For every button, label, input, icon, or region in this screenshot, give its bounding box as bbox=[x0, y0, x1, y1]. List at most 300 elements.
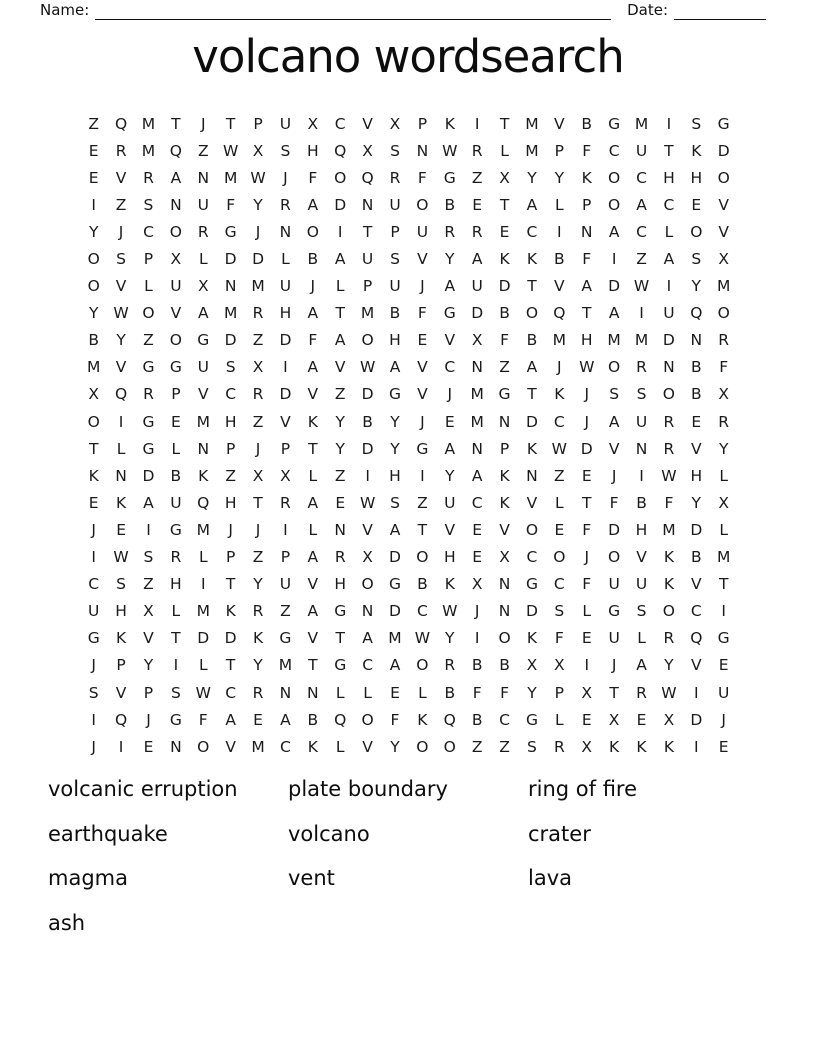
grid-cell[interactable]: U bbox=[608, 629, 620, 648]
grid-cell[interactable]: M bbox=[470, 412, 484, 431]
grid-cell[interactable]: V bbox=[143, 629, 154, 648]
grid-cell[interactable]: R bbox=[718, 331, 730, 350]
grid-cell[interactable]: Z bbox=[280, 602, 291, 621]
grid-cell[interactable]: O bbox=[690, 222, 703, 241]
grid-cell[interactable]: N bbox=[197, 439, 210, 458]
grid-cell[interactable]: T bbox=[362, 222, 373, 241]
grid-cell[interactable]: A bbox=[334, 250, 346, 269]
grid-cell[interactable]: A bbox=[636, 656, 647, 675]
grid-cell[interactable]: K bbox=[609, 737, 620, 756]
grid-cell[interactable]: R bbox=[252, 683, 264, 702]
grid-cell[interactable]: D bbox=[224, 629, 237, 648]
grid-cell[interactable]: B bbox=[307, 710, 319, 729]
grid-cell[interactable]: K bbox=[116, 629, 127, 648]
grid-cell[interactable]: K bbox=[252, 629, 264, 648]
grid-cell[interactable]: J bbox=[474, 602, 480, 621]
grid-cell[interactable]: C bbox=[225, 385, 237, 404]
grid-cell[interactable]: G bbox=[525, 575, 538, 594]
grid-cell[interactable]: F bbox=[308, 331, 318, 350]
grid-cell[interactable]: Y bbox=[253, 656, 263, 675]
grid-cell[interactable]: U bbox=[471, 277, 483, 296]
grid-cell[interactable]: I bbox=[639, 304, 644, 323]
grid-cell[interactable]: D bbox=[608, 520, 621, 539]
grid-cell[interactable]: O bbox=[361, 575, 374, 594]
grid-cell[interactable]: M bbox=[525, 141, 539, 160]
grid-cell[interactable]: L bbox=[719, 466, 728, 485]
grid-cell[interactable]: V bbox=[690, 656, 702, 675]
grid-cell[interactable]: D bbox=[252, 250, 264, 269]
grid-cell[interactable]: Z bbox=[143, 575, 154, 594]
grid-cell[interactable]: J bbox=[557, 358, 562, 377]
grid-cell[interactable]: V bbox=[417, 385, 428, 404]
grid-cell[interactable]: Z bbox=[499, 358, 510, 377]
grid-cell[interactable]: H bbox=[334, 575, 347, 594]
grid-cell[interactable]: U bbox=[608, 575, 620, 594]
grid-cell[interactable]: L bbox=[664, 222, 674, 241]
grid-cell[interactable]: M bbox=[552, 331, 567, 350]
grid-cell[interactable]: Q bbox=[334, 710, 347, 729]
grid-cell[interactable]: P bbox=[280, 548, 291, 567]
grid-cell[interactable]: O bbox=[361, 710, 374, 729]
grid-cell[interactable]: A bbox=[307, 358, 319, 377]
grid-cell[interactable]: X bbox=[718, 493, 729, 512]
grid-cell[interactable]: G bbox=[142, 358, 155, 377]
grid-cell[interactable]: X bbox=[499, 548, 510, 567]
grid-cell[interactable]: E bbox=[417, 331, 428, 350]
grid-cell[interactable]: S bbox=[636, 385, 647, 404]
grid-cell[interactable]: N bbox=[170, 195, 182, 214]
grid-cell[interactable]: E bbox=[691, 195, 702, 214]
grid-cell[interactable]: K bbox=[663, 548, 674, 567]
grid-cell[interactable]: B bbox=[444, 195, 456, 214]
grid-cell[interactable]: F bbox=[582, 250, 592, 269]
grid-cell[interactable]: U bbox=[279, 114, 292, 133]
grid-cell[interactable]: K bbox=[307, 412, 318, 431]
grid-cell[interactable]: F bbox=[390, 710, 400, 729]
grid-cell[interactable]: B bbox=[499, 304, 510, 323]
grid-cell[interactable]: P bbox=[225, 548, 236, 567]
grid-cell[interactable]: H bbox=[170, 575, 182, 594]
grid-cell[interactable]: K bbox=[636, 737, 647, 756]
grid-cell[interactable]: I bbox=[474, 629, 480, 648]
grid-cell[interactable]: O bbox=[662, 385, 675, 404]
grid-cell[interactable]: T bbox=[609, 683, 619, 702]
grid-cell[interactable]: S bbox=[390, 250, 400, 269]
grid-cell[interactable]: D bbox=[224, 250, 237, 269]
grid-cell[interactable]: V bbox=[554, 114, 565, 133]
grid-cell[interactable]: I bbox=[200, 575, 206, 594]
grid-cell[interactable]: R bbox=[636, 683, 647, 702]
grid-cell[interactable]: E bbox=[472, 548, 483, 567]
grid-cell[interactable]: L bbox=[198, 656, 208, 675]
grid-cell[interactable]: N bbox=[663, 358, 675, 377]
grid-cell[interactable]: R bbox=[143, 385, 154, 404]
grid-cell[interactable]: J bbox=[447, 385, 453, 404]
grid-cell[interactable]: V bbox=[115, 168, 127, 187]
grid-cell[interactable]: A bbox=[280, 710, 291, 729]
grid-cell[interactable]: K bbox=[499, 250, 510, 269]
grid-cell[interactable]: R bbox=[252, 602, 264, 621]
grid-cell[interactable]: A bbox=[307, 493, 319, 512]
grid-cell[interactable]: H bbox=[580, 331, 593, 350]
grid-cell[interactable]: C bbox=[636, 168, 647, 187]
grid-cell[interactable]: R bbox=[389, 168, 401, 187]
grid-cell[interactable]: A bbox=[608, 304, 620, 323]
grid-cell[interactable]: B bbox=[581, 114, 593, 133]
grid-cell[interactable]: U bbox=[170, 277, 182, 296]
grid-cell[interactable]: G bbox=[279, 629, 292, 648]
grid-cell[interactable]: D bbox=[690, 520, 703, 539]
grid-cell[interactable]: L bbox=[116, 439, 126, 458]
grid-cell[interactable]: B bbox=[417, 575, 428, 594]
grid-cell[interactable]: L bbox=[582, 602, 592, 621]
grid-cell[interactable]: X bbox=[581, 683, 593, 702]
grid-cell[interactable]: F bbox=[472, 683, 482, 702]
grid-cell[interactable]: A bbox=[307, 195, 319, 214]
grid-cell[interactable]: M bbox=[662, 520, 676, 539]
grid-cell[interactable]: T bbox=[417, 520, 428, 539]
grid-cell[interactable]: N bbox=[279, 222, 292, 241]
grid-cell[interactable]: M bbox=[223, 304, 238, 323]
grid-cell[interactable]: F bbox=[582, 141, 592, 160]
grid-cell[interactable]: U bbox=[416, 222, 429, 241]
grid-cell[interactable]: U bbox=[197, 358, 209, 377]
grid-cell[interactable]: G bbox=[608, 602, 621, 621]
grid-cell[interactable]: C bbox=[362, 656, 374, 675]
grid-cell[interactable]: N bbox=[197, 168, 210, 187]
grid-cell[interactable]: V bbox=[362, 114, 373, 133]
grid-cell[interactable]: Y bbox=[554, 168, 565, 187]
grid-cell[interactable]: Q bbox=[114, 385, 128, 404]
grid-cell[interactable]: T bbox=[581, 493, 592, 512]
grid-cell[interactable]: Z bbox=[636, 250, 647, 269]
grid-cell[interactable]: K bbox=[554, 385, 565, 404]
grid-cell[interactable]: I bbox=[611, 250, 617, 269]
grid-cell[interactable]: N bbox=[498, 602, 511, 621]
grid-cell[interactable]: T bbox=[308, 439, 318, 458]
grid-cell[interactable]: D bbox=[498, 277, 511, 296]
grid-cell[interactable]: Q bbox=[114, 710, 128, 729]
grid-cell[interactable]: Y bbox=[445, 629, 455, 648]
grid-cell[interactable]: U bbox=[170, 493, 182, 512]
grid-cell[interactable]: B bbox=[690, 548, 702, 567]
grid-cell[interactable]: O bbox=[717, 168, 730, 187]
grid-cell[interactable]: L bbox=[555, 710, 564, 729]
grid-cell[interactable]: G bbox=[197, 331, 210, 350]
grid-cell[interactable]: X bbox=[143, 602, 154, 621]
grid-cell[interactable]: H bbox=[224, 412, 237, 431]
grid-cell[interactable]: Y bbox=[116, 331, 126, 350]
grid-cell[interactable]: L bbox=[308, 520, 318, 539]
grid-cell[interactable]: W bbox=[250, 168, 266, 187]
grid-cell[interactable]: B bbox=[88, 331, 100, 350]
grid-cell[interactable]: G bbox=[525, 710, 538, 729]
grid-cell[interactable]: U bbox=[635, 575, 648, 594]
grid-cell[interactable]: C bbox=[143, 222, 154, 241]
grid-cell[interactable]: U bbox=[279, 277, 292, 296]
grid-cell[interactable]: Y bbox=[527, 683, 537, 702]
grid-cell[interactable]: U bbox=[88, 602, 100, 621]
grid-cell[interactable]: T bbox=[171, 114, 181, 133]
grid-cell[interactable]: Y bbox=[445, 250, 455, 269]
grid-cell[interactable]: T bbox=[499, 114, 510, 133]
grid-cell[interactable]: D bbox=[690, 710, 703, 729]
grid-cell[interactable]: S bbox=[636, 602, 647, 621]
grid-cell[interactable]: C bbox=[225, 683, 237, 702]
grid-cell[interactable]: K bbox=[499, 493, 510, 512]
grid-cell[interactable]: S bbox=[390, 493, 400, 512]
grid-cell[interactable]: B bbox=[389, 304, 401, 323]
grid-cell[interactable]: K bbox=[499, 466, 510, 485]
grid-cell[interactable]: M bbox=[196, 520, 210, 539]
grid-cell[interactable]: I bbox=[639, 466, 644, 485]
grid-cell[interactable]: H bbox=[115, 602, 127, 621]
grid-cell[interactable]: A bbox=[307, 602, 319, 621]
grid-cell[interactable]: I bbox=[584, 656, 590, 675]
grid-cell[interactable]: Y bbox=[527, 168, 537, 187]
grid-cell[interactable]: L bbox=[335, 737, 345, 756]
grid-cell[interactable]: A bbox=[636, 195, 647, 214]
grid-cell[interactable]: M bbox=[634, 331, 649, 350]
grid-cell[interactable]: Z bbox=[471, 737, 483, 756]
grid-cell[interactable]: A bbox=[581, 277, 593, 296]
grid-cell[interactable]: R bbox=[252, 385, 264, 404]
grid-cell[interactable]: N bbox=[279, 683, 292, 702]
grid-cell[interactable]: M bbox=[360, 304, 375, 323]
grid-cell[interactable]: E bbox=[472, 520, 483, 539]
grid-cell[interactable]: P bbox=[116, 656, 126, 675]
grid-cell[interactable]: V bbox=[307, 629, 319, 648]
grid-cell[interactable]: L bbox=[171, 602, 181, 621]
grid-cell[interactable]: P bbox=[554, 683, 565, 702]
grid-cell[interactable]: H bbox=[306, 141, 319, 160]
grid-cell[interactable]: T bbox=[335, 629, 345, 648]
grid-cell[interactable]: Y bbox=[335, 412, 345, 431]
grid-cell[interactable]: D bbox=[662, 331, 675, 350]
grid-cell[interactable]: Q bbox=[197, 493, 210, 512]
grid-cell[interactable]: V bbox=[225, 737, 236, 756]
grid-cell[interactable]: Z bbox=[417, 493, 428, 512]
grid-cell[interactable]: J bbox=[420, 412, 425, 431]
grid-cell[interactable]: V bbox=[417, 250, 428, 269]
grid-cell[interactable]: T bbox=[664, 141, 674, 160]
grid-cell[interactable]: X bbox=[252, 466, 264, 485]
grid-cell[interactable]: V bbox=[499, 520, 510, 539]
grid-cell[interactable]: S bbox=[116, 575, 126, 594]
grid-cell[interactable]: M bbox=[716, 548, 731, 567]
grid-cell[interactable]: F bbox=[609, 493, 619, 512]
grid-cell[interactable]: K bbox=[444, 114, 455, 133]
grid-cell[interactable]: G bbox=[169, 520, 182, 539]
grid-cell[interactable]: C bbox=[608, 141, 620, 160]
grid-cell[interactable]: J bbox=[584, 385, 590, 404]
grid-cell[interactable]: V bbox=[718, 222, 729, 241]
grid-cell[interactable]: J bbox=[91, 737, 96, 756]
grid-cell[interactable]: D bbox=[389, 602, 401, 621]
grid-cell[interactable]: I bbox=[557, 222, 562, 241]
grid-cell[interactable]: O bbox=[608, 358, 621, 377]
grid-cell[interactable]: K bbox=[444, 575, 455, 594]
grid-cell[interactable]: B bbox=[554, 250, 565, 269]
grid-cell[interactable]: I bbox=[118, 412, 124, 431]
grid-cell[interactable]: M bbox=[634, 114, 649, 133]
grid-cell[interactable]: P bbox=[280, 439, 291, 458]
grid-cell[interactable]: C bbox=[553, 575, 565, 594]
grid-cell[interactable]: R bbox=[143, 168, 154, 187]
grid-cell[interactable]: G bbox=[498, 385, 511, 404]
grid-cell[interactable]: O bbox=[608, 195, 621, 214]
grid-cell[interactable]: X bbox=[471, 331, 483, 350]
grid-cell[interactable]: F bbox=[664, 493, 674, 512]
grid-cell[interactable]: V bbox=[417, 358, 428, 377]
grid-cell[interactable]: D bbox=[197, 629, 210, 648]
grid-cell[interactable]: D bbox=[580, 439, 593, 458]
grid-cell[interactable]: Y bbox=[390, 737, 400, 756]
grid-cell[interactable]: R bbox=[252, 304, 264, 323]
grid-cell[interactable]: M bbox=[196, 602, 210, 621]
grid-cell[interactable]: J bbox=[721, 710, 726, 729]
grid-cell[interactable]: R bbox=[280, 195, 291, 214]
grid-cell[interactable]: Y bbox=[390, 412, 400, 431]
grid-cell[interactable]: V bbox=[197, 385, 209, 404]
grid-cell[interactable]: G bbox=[608, 114, 621, 133]
grid-cell[interactable]: I bbox=[173, 656, 179, 675]
grid-cell[interactable]: W bbox=[442, 602, 458, 621]
grid-cell[interactable]: T bbox=[527, 277, 537, 296]
grid-cell[interactable]: K bbox=[116, 493, 127, 512]
grid-cell[interactable]: R bbox=[553, 737, 565, 756]
grid-cell[interactable]: W bbox=[661, 466, 677, 485]
grid-cell[interactable]: W bbox=[414, 629, 431, 648]
grid-cell[interactable]: W bbox=[359, 493, 376, 512]
grid-cell[interactable]: D bbox=[334, 195, 347, 214]
grid-cell[interactable]: T bbox=[253, 493, 263, 512]
grid-cell[interactable]: Z bbox=[334, 385, 346, 404]
grid-cell[interactable]: U bbox=[718, 683, 730, 702]
grid-cell[interactable]: E bbox=[88, 493, 99, 512]
grid-cell[interactable]: H bbox=[663, 168, 675, 187]
grid-cell[interactable]: O bbox=[553, 548, 566, 567]
grid-cell[interactable]: L bbox=[555, 195, 564, 214]
grid-cell[interactable]: O bbox=[608, 548, 621, 567]
grid-cell[interactable]: Y bbox=[88, 222, 99, 241]
grid-cell[interactable]: R bbox=[636, 358, 647, 377]
grid-cell[interactable]: R bbox=[170, 548, 182, 567]
grid-cell[interactable]: A bbox=[526, 195, 538, 214]
grid-cell[interactable]: X bbox=[252, 358, 264, 377]
grid-cell[interactable]: F bbox=[500, 331, 510, 350]
grid-cell[interactable]: M bbox=[525, 114, 539, 133]
grid-cell[interactable]: O bbox=[525, 520, 539, 539]
grid-cell[interactable]: Y bbox=[335, 439, 345, 458]
grid-cell[interactable]: Q bbox=[690, 304, 703, 323]
grid-cell[interactable]: I bbox=[420, 466, 425, 485]
grid-cell[interactable]: X bbox=[362, 548, 373, 567]
grid-cell[interactable]: A bbox=[389, 656, 401, 675]
grid-cell[interactable]: G bbox=[443, 304, 456, 323]
grid-cell[interactable]: Z bbox=[143, 331, 154, 350]
grid-cell[interactable]: S bbox=[527, 737, 537, 756]
grid-cell[interactable]: O bbox=[87, 277, 100, 296]
grid-cell[interactable]: V bbox=[307, 385, 319, 404]
grid-cell[interactable]: J bbox=[611, 466, 617, 485]
grid-cell[interactable]: F bbox=[417, 168, 427, 187]
grid-cell[interactable]: R bbox=[115, 141, 127, 160]
grid-cell[interactable]: O bbox=[443, 737, 456, 756]
grid-cell[interactable]: S bbox=[390, 141, 400, 160]
grid-cell[interactable]: J bbox=[584, 412, 590, 431]
grid-cell[interactable]: I bbox=[337, 222, 343, 241]
grid-cell[interactable]: E bbox=[472, 195, 483, 214]
grid-cell[interactable]: M bbox=[716, 277, 731, 296]
grid-cell[interactable]: O bbox=[416, 737, 429, 756]
grid-cell[interactable]: L bbox=[719, 520, 728, 539]
grid-cell[interactable]: X bbox=[526, 656, 538, 675]
grid-cell[interactable]: Z bbox=[197, 141, 209, 160]
grid-cell[interactable]: P bbox=[554, 141, 565, 160]
grid-cell[interactable]: R bbox=[280, 493, 291, 512]
grid-cell[interactable]: N bbox=[690, 331, 703, 350]
grid-cell[interactable]: K bbox=[691, 141, 702, 160]
grid-cell[interactable]: L bbox=[637, 629, 646, 648]
grid-cell[interactable]: P bbox=[143, 683, 154, 702]
grid-cell[interactable]: Z bbox=[252, 412, 264, 431]
grid-cell[interactable]: X bbox=[608, 710, 620, 729]
grid-cell[interactable]: B bbox=[526, 331, 538, 350]
grid-cell[interactable]: R bbox=[444, 656, 456, 675]
grid-cell[interactable]: J bbox=[310, 277, 316, 296]
grid-cell[interactable]: G bbox=[224, 222, 237, 241]
grid-cell[interactable]: G bbox=[169, 710, 182, 729]
grid-cell[interactable]: F bbox=[719, 358, 729, 377]
grid-cell[interactable]: A bbox=[362, 629, 373, 648]
grid-cell[interactable]: C bbox=[280, 737, 291, 756]
grid-cell[interactable]: P bbox=[143, 250, 154, 269]
grid-cell[interactable]: A bbox=[526, 358, 538, 377]
grid-cell[interactable]: T bbox=[225, 656, 236, 675]
grid-cell[interactable]: G bbox=[717, 629, 730, 648]
grid-cell[interactable]: V bbox=[636, 548, 647, 567]
grid-cell[interactable]: U bbox=[389, 277, 401, 296]
grid-cell[interactable]: U bbox=[361, 250, 374, 269]
grid-cell[interactable]: R bbox=[444, 222, 456, 241]
grid-cell[interactable]: W bbox=[579, 358, 595, 377]
grid-cell[interactable]: I bbox=[666, 114, 672, 133]
grid-cell[interactable]: D bbox=[279, 331, 292, 350]
grid-cell[interactable]: Z bbox=[554, 466, 565, 485]
grid-cell[interactable]: Q bbox=[169, 141, 182, 160]
grid-cell[interactable]: C bbox=[526, 548, 538, 567]
grid-cell[interactable]: U bbox=[635, 141, 648, 160]
grid-cell[interactable]: O bbox=[87, 412, 100, 431]
grid-cell[interactable]: T bbox=[718, 575, 729, 594]
grid-cell[interactable]: K bbox=[88, 466, 99, 485]
grid-cell[interactable]: P bbox=[171, 385, 181, 404]
grid-cell[interactable]: H bbox=[635, 520, 648, 539]
grid-cell[interactable]: E bbox=[170, 412, 181, 431]
grid-cell[interactable]: I bbox=[694, 737, 699, 756]
grid-cell[interactable]: M bbox=[251, 737, 265, 756]
grid-cell[interactable]: W bbox=[222, 141, 239, 160]
grid-cell[interactable]: C bbox=[471, 493, 483, 512]
grid-cell[interactable]: X bbox=[280, 466, 291, 485]
grid-cell[interactable]: H bbox=[443, 548, 456, 567]
grid-cell[interactable]: Y bbox=[143, 656, 154, 675]
grid-cell[interactable]: L bbox=[171, 439, 181, 458]
grid-cell[interactable]: V bbox=[334, 358, 346, 377]
grid-cell[interactable]: R bbox=[334, 548, 346, 567]
grid-cell[interactable]: D bbox=[608, 277, 621, 296]
